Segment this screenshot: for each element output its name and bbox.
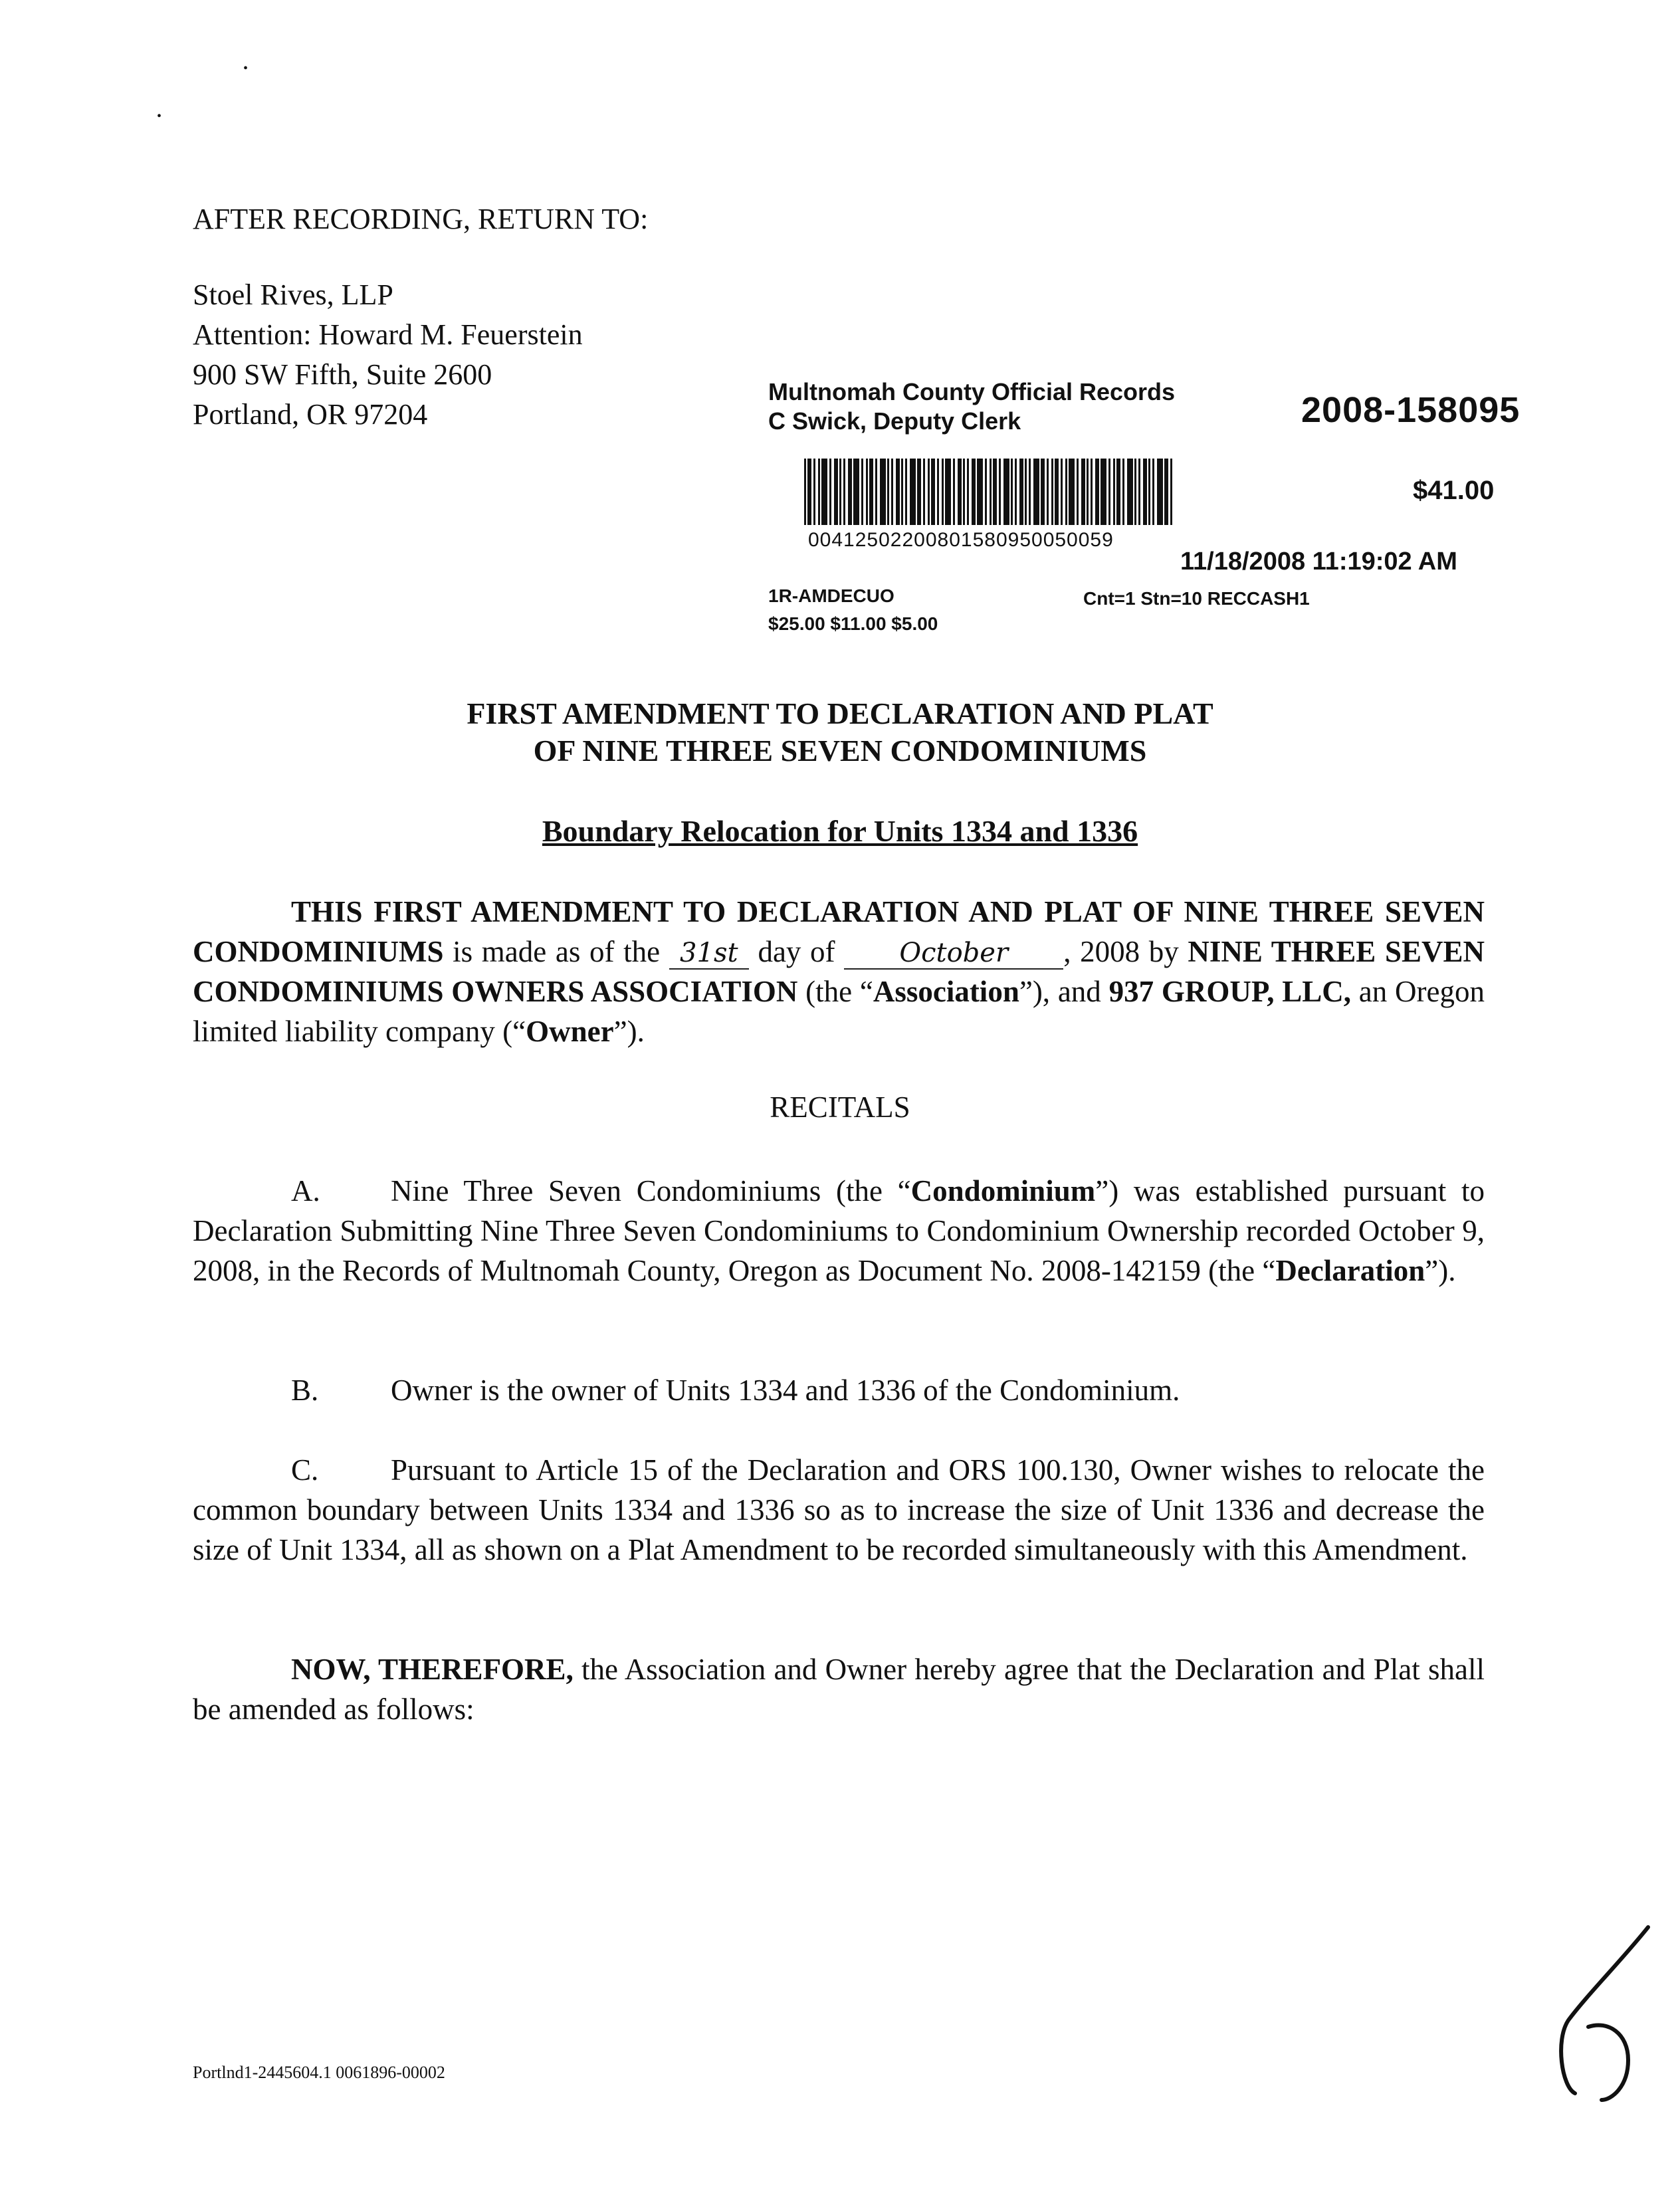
- barcode-bar: [896, 459, 900, 525]
- barcode-bar: [953, 459, 955, 525]
- barcode: [804, 459, 1175, 525]
- barcode-bar: [972, 459, 976, 525]
- party-association-short: Association: [873, 975, 1019, 1008]
- barcode-bar: [990, 459, 992, 525]
- barcode-bar: [1077, 459, 1079, 525]
- recording-fee: $41.00: [1413, 476, 1495, 505]
- barcode-bar: [1143, 459, 1147, 525]
- barcode-bar: [1095, 459, 1099, 525]
- barcode-bar: [1065, 459, 1067, 525]
- barcode-bar: [967, 459, 969, 525]
- barcode-bar: [1148, 459, 1150, 525]
- barcode-bar: [887, 459, 889, 525]
- recital-text: ”) was established pursuant to Declaration Submitting Nine Three Seven Condominiums to Condominium Ownership recorded October 9, 2008, in the Records of Multnomah County, Oregon as Document No. 2008-142159 (the “: [193, 1174, 1485, 1287]
- barcode-bar: [1033, 459, 1039, 525]
- now-therefore-lead: NOW, THEREFORE,: [291, 1653, 574, 1686]
- barcode-bar: [1116, 459, 1120, 525]
- recitals-heading: RECITALS: [770, 1091, 910, 1124]
- recital-letter: B.: [291, 1374, 319, 1407]
- barcode-bar: [958, 459, 962, 525]
- recording-datetime: 11/18/2008 11:19:02 AM: [1180, 548, 1457, 575]
- intro-text: is made as of the: [443, 935, 669, 968]
- intro-text: , 2008 by: [1063, 935, 1188, 968]
- barcode-bar: [1003, 459, 1009, 525]
- barcode-bar: [917, 459, 921, 525]
- barcode-bar: [880, 459, 886, 525]
- now-therefore-text: the Association and Owner hereby agree that the Declaration and Plat shall be amended as follows:: [193, 1653, 1485, 1726]
- document-title: [0, 695, 1680, 770]
- barcode-bar: [985, 459, 987, 525]
- barcode-bar: [1019, 459, 1023, 525]
- barcode-bar: [1011, 459, 1013, 525]
- intro-lead: THIS FIRST AMENDMENT TO DECLARATION AND PLAT OF NINE THREE SEVEN CONDOMINIUMS: [193, 895, 1485, 968]
- barcode-bar: [869, 459, 873, 525]
- barcode-bar: [813, 459, 815, 525]
- intro-text: ”), and: [1019, 975, 1109, 1008]
- barcode-bar: [891, 459, 893, 525]
- scan-mark: •: [157, 109, 162, 124]
- return-line: Portland, OR 97204: [193, 398, 428, 431]
- barcode-bar: [848, 459, 852, 525]
- barcode-bar: [1101, 459, 1106, 525]
- recorder-office: Multnomah County Official Records: [768, 378, 1176, 405]
- barcode-bar: [1157, 459, 1163, 525]
- barcode-bar: [1134, 459, 1136, 525]
- recital-c: [193, 1450, 1485, 1570]
- barcode-bar: [1069, 459, 1075, 525]
- barcode-bar: [910, 459, 916, 525]
- barcode-bar: [1127, 459, 1133, 525]
- barcode-bar: [977, 459, 983, 525]
- station-counters: Cnt=1 Stn=10 RECCASH1: [1083, 588, 1310, 609]
- intro-text: day of: [748, 935, 845, 968]
- document-footer: Portlnd1-2445604.1 0061896-00002: [193, 2063, 445, 2082]
- barcode-bar: [931, 459, 935, 525]
- barcode-bar: [963, 459, 965, 525]
- barcode-bar: [1047, 459, 1049, 525]
- recital-letter: C.: [291, 1453, 319, 1487]
- recital-text: Nine Three Seven Condominiums (the “: [391, 1174, 911, 1207]
- barcode-bar: [1164, 459, 1168, 525]
- barcode-bar: [1170, 459, 1172, 525]
- barcode-bar: [1051, 459, 1053, 525]
- title-line: FIRST AMENDMENT TO DECLARATION AND PLAT: [467, 696, 1213, 730]
- party-owner: 937 GROUP, LLC,: [1108, 975, 1352, 1008]
- barcode-bar: [866, 459, 868, 525]
- return-line: Stoel Rives, LLP: [193, 278, 393, 311]
- intro-text: (the “: [797, 975, 873, 1008]
- barcode-bar: [875, 459, 877, 525]
- barcode-bar: [1025, 459, 1027, 525]
- barcode-bar: [1041, 459, 1045, 525]
- barcode-bar: [905, 459, 907, 525]
- defined-term: Condominium: [910, 1174, 1096, 1207]
- barcode-bar: [1113, 459, 1115, 525]
- barcode-bar: [901, 459, 903, 525]
- handwritten-page-mark: [1548, 1921, 1680, 2120]
- barcode-bar: [1087, 459, 1089, 525]
- barcode-bar: [1061, 459, 1063, 525]
- recital-text: ”).: [1425, 1254, 1456, 1287]
- barcode-bar: [853, 459, 859, 525]
- barcode-bar: [993, 459, 997, 525]
- barcode-bar: [861, 459, 863, 525]
- barcode-bar: [818, 459, 820, 525]
- barcode-bar: [942, 459, 944, 525]
- return-heading: AFTER RECORDING, RETURN TO:: [193, 203, 649, 235]
- barcode-bar: [1055, 459, 1059, 525]
- barcode-bar: [821, 459, 827, 525]
- recital-a: [193, 1171, 1485, 1291]
- return-line: 900 SW Fifth, Suite 2600: [193, 358, 492, 391]
- now-therefore-paragraph: [193, 1649, 1485, 1729]
- party-association: NINE THREE SEVEN CONDOMINIUMS OWNERS ASSOCIATION: [193, 935, 1485, 1008]
- barcode-bar: [1108, 459, 1110, 525]
- barcode-bar: [834, 459, 838, 525]
- handwritten-month: October: [844, 938, 1063, 970]
- recital-b: [193, 1370, 1485, 1410]
- barcode-bar: [1138, 459, 1140, 525]
- document-subtitle: Boundary Relocation for Units 1334 and 1336: [542, 814, 1138, 848]
- barcode-bar: [1029, 459, 1031, 525]
- barcode-bar: [829, 459, 831, 525]
- intro-text: ”).: [613, 1015, 645, 1048]
- barcode-bar: [1122, 459, 1124, 525]
- barcode-bar: [839, 459, 841, 525]
- title-line: OF NINE THREE SEVEN CONDOMINIUMS: [533, 734, 1147, 768]
- barcode-bar: [804, 459, 806, 525]
- barcode-bar: [945, 459, 951, 525]
- return-address: [193, 275, 583, 435]
- barcode-bar: [1081, 459, 1085, 525]
- document-code: 1R-AMDECUO: [768, 585, 894, 606]
- recital-letter: A.: [291, 1174, 320, 1207]
- barcode-bar: [937, 459, 939, 525]
- barcode-bar: [1152, 459, 1154, 525]
- defined-term: Declaration: [1275, 1254, 1425, 1287]
- recital-text: Pursuant to Article 15 of the Declaration and ORS 100.130, Owner wishes to relocate the common boundary between Units 1334 and 1336 so as to increase the size of Unit 1336 and decrease the size of Unit 1334, all as shown on a Plat Amendment to be recorded simultaneously with this Amendment.: [193, 1453, 1485, 1566]
- recorder-clerk: C Swick, Deputy Clerk: [768, 407, 1021, 435]
- recital-text: Owner is the owner of Units 1334 and 1336 of the Condominium.: [391, 1374, 1180, 1407]
- barcode-number: 00412502200801580950050059: [808, 529, 1114, 551]
- intro-text: an Oregon limited liability company (“: [193, 975, 1485, 1048]
- barcode-bar: [807, 459, 811, 525]
- document-number: 2008-158095: [1301, 390, 1521, 430]
- scan-mark: •: [243, 61, 249, 76]
- return-line: Attention: Howard M. Feuerstein: [193, 318, 583, 351]
- barcode-bar: [843, 459, 845, 525]
- intro-paragraph: [193, 892, 1485, 1051]
- handwritten-day: 31st: [669, 938, 749, 970]
- barcode-bar: [1091, 459, 1093, 525]
- barcode-bar: [999, 459, 1001, 525]
- barcode-bar: [923, 459, 925, 525]
- fees-breakdown: $25.00 $11.00 $5.00: [768, 613, 938, 634]
- party-owner-short: Owner: [526, 1015, 614, 1048]
- barcode-bar: [1015, 459, 1017, 525]
- barcode-bar: [928, 459, 930, 525]
